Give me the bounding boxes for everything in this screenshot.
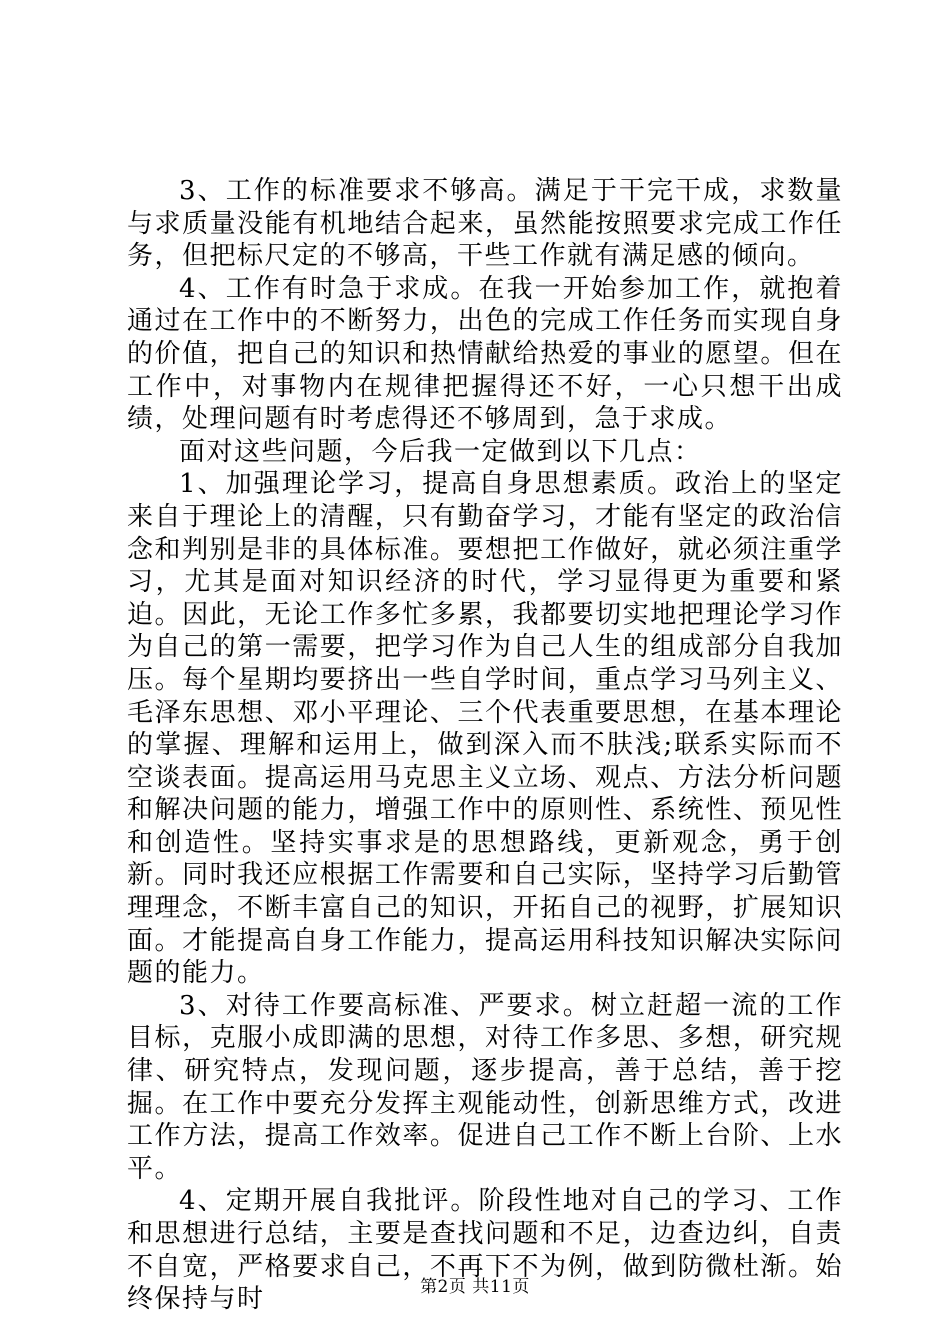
paragraph-intro-points: 面对这些问题，今后我一定做到以下几点： (179, 436, 702, 467)
paragraph-self-criticism: 4、定期开展自我批评。阶段性地对自己的学习、工作和思想进行总结，主要是查找问题和不足，边查边纠，自责不自宽，严格要求自己，不再下不为例，做到防微杜渐。始终保持与时 (127, 1186, 843, 1315)
document-body (127, 175, 843, 1316)
paragraph-theory-study: 1、加强理论学习，提高自身思想素质。政治上的坚定来自于理论上的清醒，只有勤奋学习，才能有坚定的政治信念和判别是非的具体标准。要想把工作做好，就必须注重学习，尤其是面对知识经济的时代，学习显得更为重要和紧迫。因此，无论工作多忙多累，我都要切实地把理论学习作为自己的第一需要，把学习作为自己人生的组成部分自我加压。每个星期均要挤出一些自学时间，重点学习马列主义、毛泽东思想、邓小平理论、三个代表重要思想，在基本理论的掌握、理解和运用上，做到深入而不肤浅;联系实际而不空谈表面。提高运用马克思主义立场、观点、方法分析问题和解决问题的能力，增强工作中的原则性、系统性、预见性和创造性。坚持实事求是的思想路线，更新观念，勇于创新。同时我还应根据工作需要和自己实际，坚持学习后勤管理理念，不断丰富自己的知识，开拓自己的视野，扩展知识面。才能提高自身工作能力，提高运用科技知识解决实际问题的能力。 (127, 469, 843, 989)
paragraph-hasty: 4、工作有时急于求成。在我一开始参加工作，就抱着通过在工作中的不断努力，出色的完成工作任务而实现自身的价值，把自己的知识和热情献给热爱的事业的愿望。但在工作中，对事物内在规律把握得还不好，一心只想干出成绩，处理问题有时考虑得还不够周到，急于求成。 (127, 273, 843, 435)
paragraph-high-standards: 3、对待工作要高标准、严要求。树立赶超一流的工作目标，克服小成即满的思想，对待工作多思、多想，研究规律、研究特点，发现问题，逐步提高，善于总结，善于挖掘。在工作中要充分发挥主观能动性，创新思维方式，改进工作方法，提高工作效率。促进自己工作不断上台阶、上水平。 (127, 990, 843, 1184)
paragraph-standards: 3、工作的标准要求不够高。满足于干完干成，求数量与求质量没能有机地结合起来，虽然能按照要求完成工作任务，但把标尺定的不够高，干些工作就有满足感的倾向。 (127, 176, 843, 272)
page-footer: 第2页 共11页 (420, 1277, 530, 1297)
